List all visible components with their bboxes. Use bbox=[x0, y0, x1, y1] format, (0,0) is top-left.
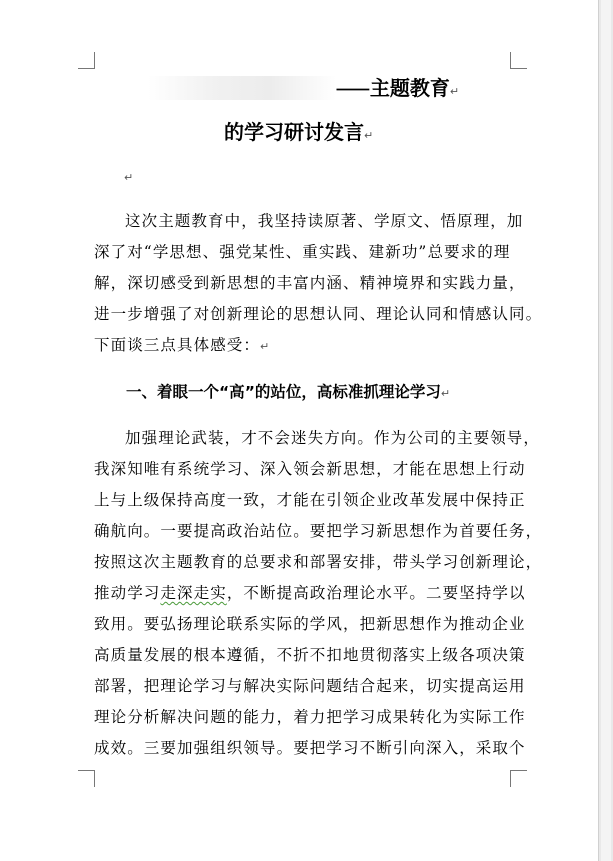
text-line: 进一步增强了对创新理论的思想认同、理论认同和情感认同。 bbox=[94, 305, 543, 323]
paragraph-mark-icon: ↵ bbox=[440, 387, 451, 400]
text-line: 高质量发展的根本遵循，不折不扣地贯彻落实上级各项决策 bbox=[94, 646, 526, 664]
empty-paragraph[interactable] bbox=[124, 166, 133, 185]
text-line: 下面谈三点具体感受：↵ bbox=[94, 336, 271, 354]
vertical-scrollbar[interactable] bbox=[598, 0, 613, 861]
title-line-1[interactable] bbox=[0, 74, 598, 102]
text-line: 解，深切感受到新思想的丰富内涵、精神境界和实践力量， bbox=[94, 274, 526, 292]
paragraph-mark-icon: ↵ bbox=[449, 85, 460, 98]
scrollbar-thumb[interactable] bbox=[601, 0, 611, 861]
margin-corner-top-right bbox=[510, 52, 527, 69]
title-line-1-text: ⸺主题教育↵ bbox=[336, 76, 460, 100]
title-line-2[interactable]: 的学习研讨发言↵ bbox=[224, 120, 374, 144]
text-line: 确航向。一要提高政治站位。要把学习新思想作为首要任务， bbox=[94, 522, 543, 540]
margin-corner-bottom-left bbox=[78, 770, 95, 787]
text-line: 我深知唯有系统学习、深入领会新思想，才能在思想上行动 bbox=[94, 460, 526, 478]
paragraph-mark-icon: ↵ bbox=[260, 340, 271, 353]
text-line: 这次主题教育中，我坚持读原著、学原文、悟原理，加 bbox=[125, 212, 524, 230]
text-line: 致用。要弘扬理论联系实际的学风，把新思想作为推动企业 bbox=[94, 615, 526, 633]
text-line-with-spellcheck: 推动学习走深走实，不断提高政治理论水平。二要坚持学以 bbox=[94, 584, 526, 602]
spellcheck-underline[interactable]: 走深走实 bbox=[160, 584, 227, 602]
margin-corner-bottom-right bbox=[510, 770, 527, 787]
paragraph-mark-icon: ↵ bbox=[364, 129, 374, 142]
paragraph-body[interactable] bbox=[94, 423, 543, 764]
text-line: 按照这次主题教育的总要求和部署安排，带头学习创新理论， bbox=[94, 553, 543, 571]
text-line: 深了对“学思想、强党某性、重实践、建新功”总要求的理 bbox=[94, 243, 511, 261]
paragraph-mark-icon: ↵ bbox=[124, 171, 134, 184]
section-heading-1[interactable]: 一、着眼一个“高”的站位，高标准抓理论学习↵ bbox=[126, 383, 451, 401]
text-line: 部署，把理论学习与解决实际问题结合起来，切实提高运用 bbox=[94, 677, 526, 695]
text-line: 加强理论武装，才不会迷失方向。作为公司的主要领导， bbox=[125, 429, 541, 447]
text-line: 上与上级保持高度一致，才能在引领企业改革发展中保持正 bbox=[94, 491, 526, 509]
redacted-title-region bbox=[148, 76, 336, 100]
paragraph-intro[interactable] bbox=[94, 206, 543, 362]
margin-corner-top-left bbox=[78, 52, 95, 69]
text-line: 成效。三要加强组织领导。要把学习不断引向深入，采取个 bbox=[94, 739, 526, 757]
text-line: 理论分析解决问题的能力，着力把学习成果转化为实际工作 bbox=[94, 708, 526, 726]
